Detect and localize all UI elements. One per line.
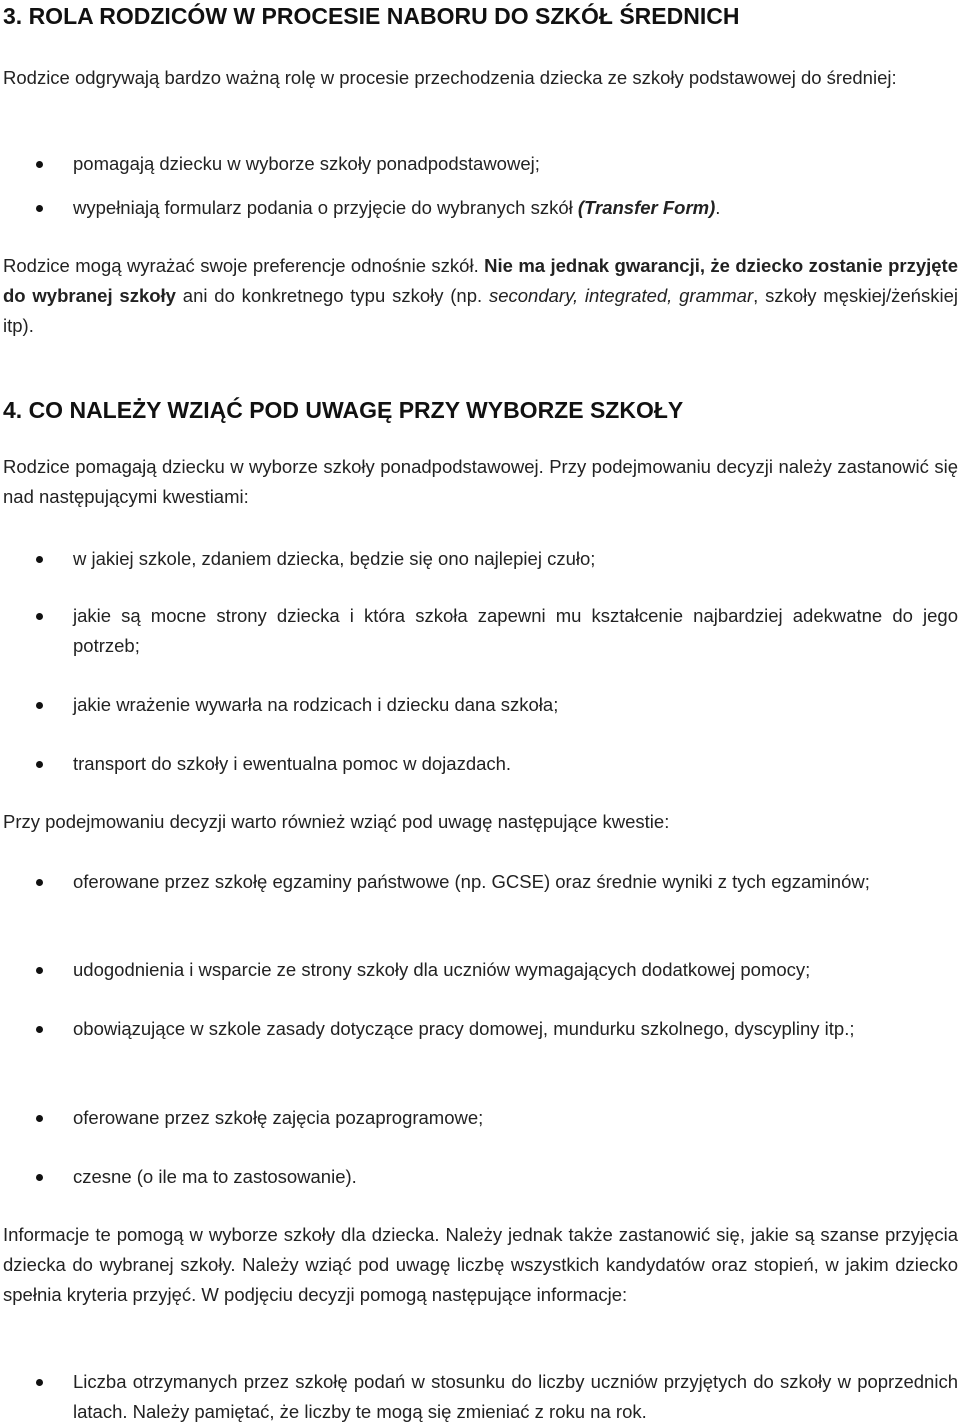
bullet-icon (36, 1379, 43, 1386)
list-item-text: w jakiej szkole, zdaniem dziecka, będzie się ono najlepiej czuło; (73, 548, 596, 569)
bullet-icon (36, 1174, 43, 1181)
transfer-form-term: (Transfer Form) (577, 197, 716, 218)
para-end: , szkoły męskiej/żeńskiej itp). (3, 285, 958, 336)
list-item-text: jakie są mocne strony dziecka i która szkoła zapewni mu kształcenie najbardziej adekwatne do jego potrzeb; (73, 605, 958, 656)
para-bold: Nie ma jednak gwarancji, że dziecko zostanie przyjęte do wybranej szkoły (3, 255, 958, 306)
para-mid: ani do konkretnego typu szkoły (np. (182, 285, 483, 306)
list-item-text: jakie wrażenie wywarła na rodzicach i dziecku dana szkoła; (73, 694, 559, 715)
section-3-intro: Rodzice odgrywają bardzo ważną rolę w procesie przechodzenia dziecka ze szkoły podstawowej do średniej: (3, 67, 897, 88)
also-consider-intro: Przy podejmowaniu decyzji warto również wziąć pod uwagę następujące kwestie: (3, 811, 670, 832)
bullet-icon (36, 967, 43, 974)
list-item-text (73, 193, 958, 223)
list-item-text: obowiązujące w szkole zasady dotyczące pracy domowej, mundurku szkolnego, dyscypliny itp.; (73, 1018, 855, 1039)
list-item-text: Liczba otrzymanych przez szkołę podań w stosunku do liczby uczniów przyjętych do szkoły w poprzednich latach. Należy pamiętać, że liczby te mogą się zmieniać z roku na rok. (73, 1371, 958, 1422)
list-item-text: pomagają dziecku w wyborze szkoły ponadpodstawowej; (73, 153, 540, 174)
para-start: Rodzice mogą wyrażać swoje preferencje odnośnie szkół. (3, 255, 479, 276)
bullet-icon (36, 879, 43, 886)
bullet-icon (36, 761, 43, 768)
bullet-icon (36, 556, 43, 563)
period: . (715, 197, 721, 218)
section-4-heading: 4. CO NALEŻY WZIĄĆ POD UWAGĘ PRZY WYBORZE SZKOŁY (3, 397, 684, 423)
school-types: secondary, integrated, grammar (488, 285, 754, 306)
info-paragraph: Informacje te pomogą w wyborze szkoły dla dziecka. Należy jednak także zastanowić się, jakie są szanse przyjęcia dziecka do wybranej szkoły. Należy wziąć pod uwagę liczbę wszystkich kandydatów oraz stopień, w jakim dziecko spełnia kryteria przyjęć. W podjęciu decyzji pomogą następujące informacje: (3, 1224, 958, 1305)
list-item-text: oferowane przez szkołę egzaminy państwowe (np. GCSE) oraz średnie wyniki z tych egzaminów; (73, 871, 870, 892)
bullet-icon (36, 161, 43, 168)
bullet-icon (36, 205, 43, 212)
preferences-paragraph (3, 251, 958, 341)
bullet-icon (36, 613, 43, 620)
bullet-icon (36, 1115, 43, 1122)
section-4-intro: Rodzice pomagają dziecku w wyborze szkoły ponadpodstawowej. Przy podejmowaniu decyzji należy zastanowić się nad następującymi kwestiami: (3, 456, 958, 507)
section-3-heading: 3. ROLA RODZICÓW W PROCESIE NABORU DO SZKÓŁ ŚREDNICH (3, 3, 740, 29)
list-item-text: oferowane przez szkołę zajęcia pozaprogramowe; (73, 1107, 484, 1128)
bullet-text: wypełniają formularz podania o przyjęcie do wybranych szkół (73, 197, 573, 218)
bullet-icon (36, 1026, 43, 1033)
list-item-text: udogodnienia i wsparcie ze strony szkoły dla uczniów wymagających dodatkowej pomocy; (73, 959, 811, 980)
list-item-text: czesne (o ile ma to zastosowanie). (73, 1166, 357, 1187)
list-item-text: transport do szkoły i ewentualna pomoc w dojazdach. (73, 753, 512, 774)
bullet-icon (36, 702, 43, 709)
